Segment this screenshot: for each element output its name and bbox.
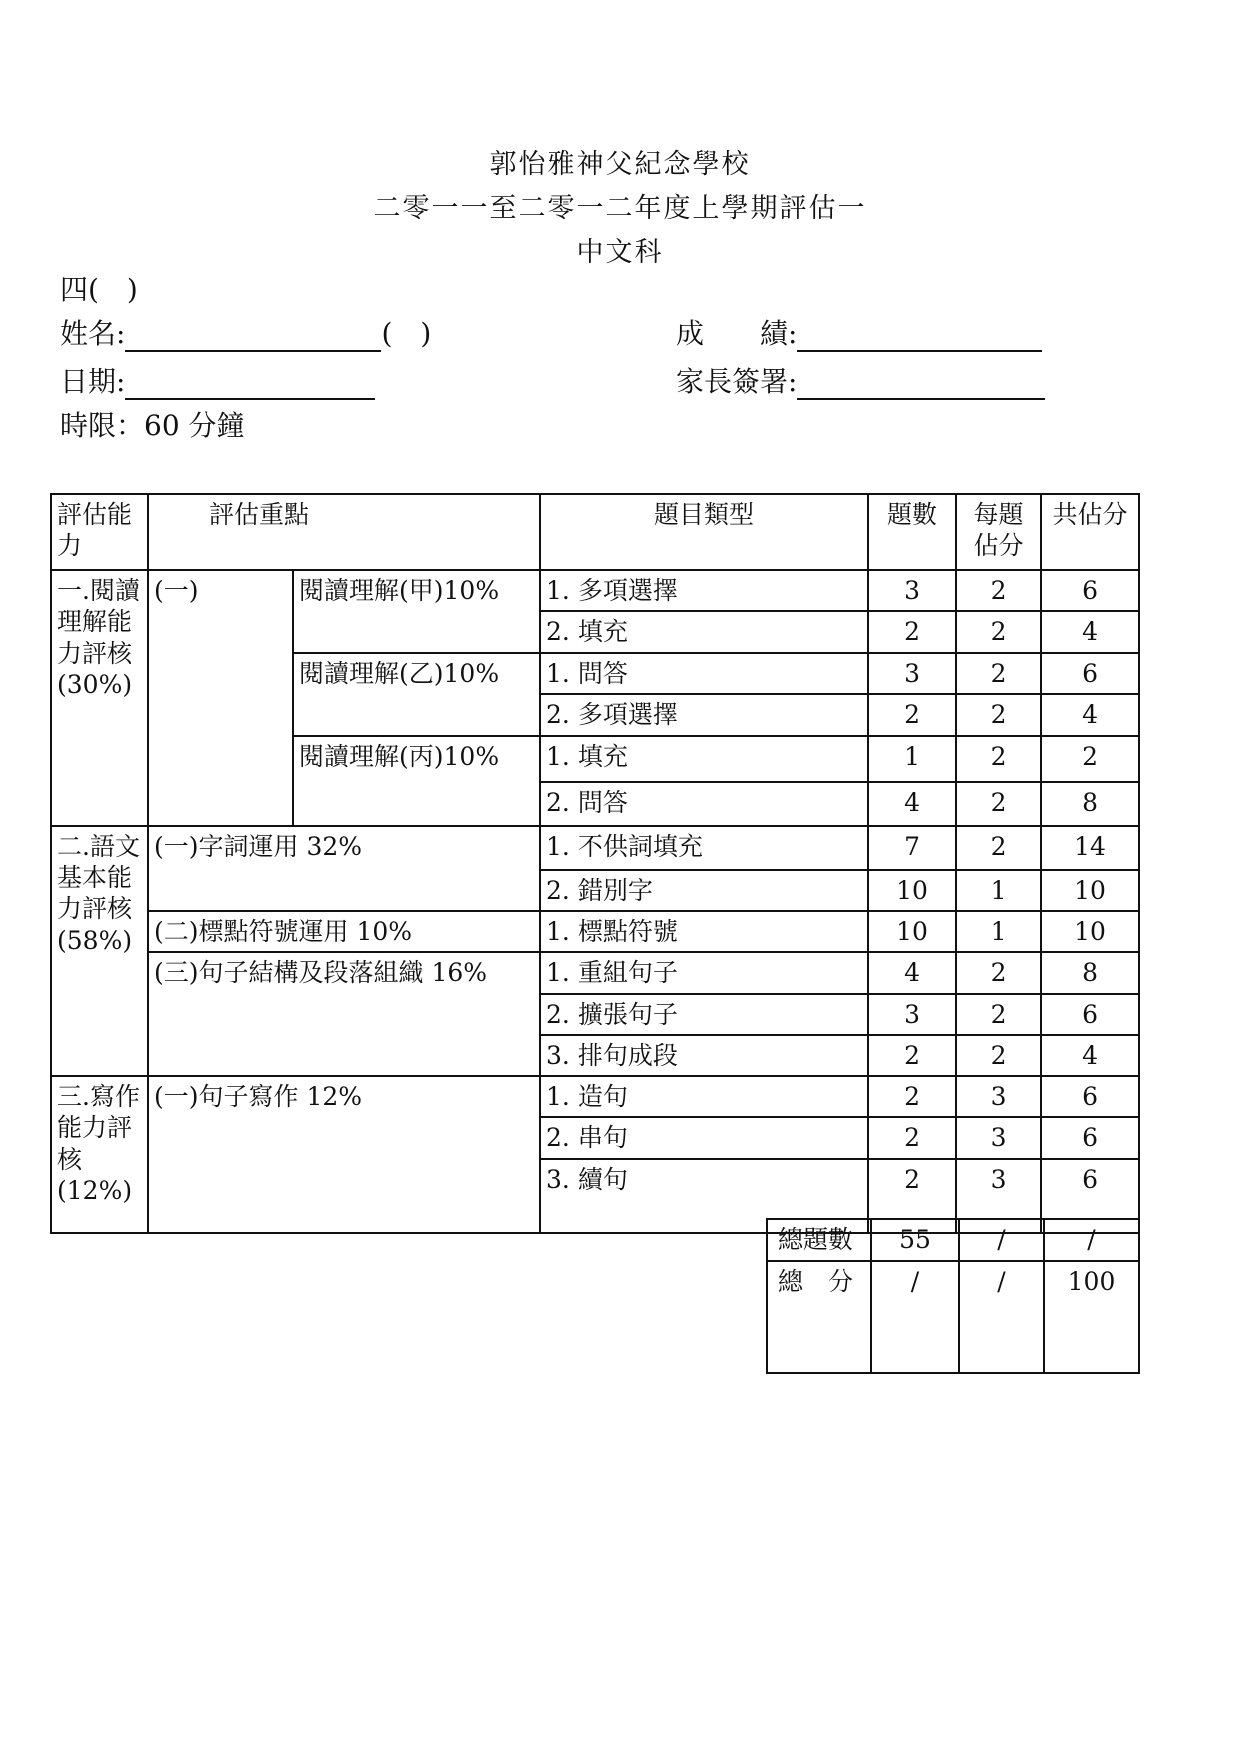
row-total: 6: [1041, 1159, 1139, 1233]
row-total: 8: [1041, 952, 1139, 993]
focus-sentence-writing: (一)句子寫作 12%: [148, 1076, 540, 1233]
class-number-paren: ( ): [381, 317, 432, 350]
row-per: 3: [956, 1076, 1041, 1117]
row-total: 6: [1041, 1076, 1139, 1117]
row-total: 6: [1041, 1117, 1139, 1158]
focus-sentence-structure: (三)句子結構及段落組織 16%: [148, 952, 540, 1076]
row-type: 2. 錯別字: [540, 870, 868, 911]
section-2-label: 二.語文基本能力評核(58%): [51, 826, 148, 1076]
total-score-label: 總 分: [767, 1261, 871, 1373]
date-field: [60, 360, 375, 400]
header-focus: 評估重點: [148, 494, 540, 570]
focus-reading-a: 閱讀理解(甲)10%: [293, 570, 540, 611]
row-total: 6: [1041, 570, 1139, 611]
row-type: 2. 多項選擇: [540, 694, 868, 736]
row-per: 2: [956, 826, 1041, 870]
row-total: 4: [1041, 611, 1139, 652]
row-count: 3: [868, 653, 956, 694]
score-blank[interactable]: [797, 326, 1042, 352]
row-type: 3. 續句: [540, 1159, 868, 1233]
score-label: 成 績:: [676, 317, 798, 350]
total-questions-total: /: [1044, 1219, 1139, 1261]
header-per: 每題佔分: [956, 494, 1041, 570]
row-count: 10: [868, 870, 956, 911]
row-per: 2: [956, 653, 1041, 694]
row-per: 2: [956, 782, 1041, 826]
row-count: 2: [868, 1117, 956, 1158]
date-label: 日期:: [60, 365, 126, 398]
parent-sign-field: [676, 360, 1045, 400]
time-limit: 時限：60 分鐘: [60, 409, 245, 442]
row-per: 3: [956, 1159, 1041, 1233]
row-count: 1: [868, 736, 956, 782]
row-per: 3: [956, 1117, 1041, 1158]
total-score-count: /: [871, 1261, 959, 1373]
row-type: 1. 重組句子: [540, 952, 868, 993]
focus-blank: [148, 870, 540, 911]
row-total: 8: [1041, 782, 1139, 826]
row-count: 2: [868, 1035, 956, 1076]
total-questions-per: /: [959, 1219, 1044, 1261]
row-per: 2: [956, 952, 1041, 993]
row-total: 6: [1041, 653, 1139, 694]
row-total: 10: [1041, 870, 1139, 911]
focus-reading-c: 閱讀理解(丙)10%: [293, 736, 540, 782]
section-1-group: (一): [148, 570, 293, 826]
parent-sign-blank[interactable]: [797, 374, 1045, 400]
row-count: 3: [868, 994, 956, 1035]
row-per: 2: [956, 570, 1041, 611]
date-blank[interactable]: [125, 374, 375, 400]
focus-blank: [293, 782, 540, 826]
row-count: 2: [868, 1159, 956, 1233]
row-total: 10: [1041, 911, 1139, 952]
row-per: 2: [956, 694, 1041, 736]
row-total: 4: [1041, 694, 1139, 736]
row-per: 1: [956, 911, 1041, 952]
row-per: 2: [956, 611, 1041, 652]
total-questions-count: 55: [871, 1219, 959, 1261]
row-count: 3: [868, 570, 956, 611]
header-ability: 評估能力: [51, 494, 148, 570]
row-type: 1. 標點符號: [540, 911, 868, 952]
total-score-per: /: [959, 1261, 1044, 1373]
score-field: [676, 312, 1042, 352]
row-type: 1. 不供詞填充: [540, 826, 868, 870]
row-type: 1. 造句: [540, 1076, 868, 1117]
row-type: 1. 問答: [540, 653, 868, 694]
header-total: 共佔分: [1041, 494, 1139, 570]
term-title: 二零一一至二零一二年度上學期評估一: [373, 193, 867, 224]
section-1-label: 一.閱讀理解能力評核(30%): [51, 570, 148, 826]
row-count: 4: [868, 952, 956, 993]
row-per: 1: [956, 870, 1041, 911]
row-per: 2: [956, 736, 1041, 782]
row-total: 6: [1041, 994, 1139, 1035]
total-questions-label: 總題數: [767, 1219, 871, 1261]
total-score-total: 100: [1044, 1261, 1139, 1373]
row-type: 2. 填充: [540, 611, 868, 652]
name-blank[interactable]: [125, 326, 381, 352]
row-count: 7: [868, 826, 956, 870]
parent-sign-label: 家長簽署:: [676, 365, 798, 398]
row-type: 3. 排句成段: [540, 1035, 868, 1076]
row-total: 2: [1041, 736, 1139, 782]
row-per: 2: [956, 1035, 1041, 1076]
row-per: 2: [956, 994, 1041, 1035]
subject-title: 中文科: [576, 237, 664, 268]
name-label: 姓名:: [60, 317, 126, 350]
row-count: 2: [868, 694, 956, 736]
row-total: 4: [1041, 1035, 1139, 1076]
header-count: 題數: [868, 494, 956, 570]
header-type: 題目類型: [540, 494, 868, 570]
row-type: 1. 多項選擇: [540, 570, 868, 611]
summary-table: [766, 1218, 1140, 1374]
focus-blank: [293, 611, 540, 652]
class-field: 四( ): [60, 273, 138, 306]
section-3-label: 三.寫作能力評核(12%): [51, 1076, 148, 1233]
focus-word-usage: (一)字詞運用 32%: [148, 826, 540, 870]
row-total: 14: [1041, 826, 1139, 870]
row-count: 4: [868, 782, 956, 826]
name-field: [60, 312, 431, 352]
focus-punctuation: (二)標點符號運用 10%: [148, 911, 540, 952]
row-count: 2: [868, 611, 956, 652]
row-type: 2. 串句: [540, 1117, 868, 1158]
row-type: 2. 擴張句子: [540, 994, 868, 1035]
focus-blank: [293, 694, 540, 736]
focus-reading-b: 閱讀理解(乙)10%: [293, 653, 540, 694]
row-count: 10: [868, 911, 956, 952]
school-title: 郭怡雅神父紀念學校: [489, 149, 751, 180]
row-type: 2. 問答: [540, 782, 868, 826]
assessment-table: [50, 493, 1140, 1234]
row-type: 1. 填充: [540, 736, 868, 782]
row-count: 2: [868, 1076, 956, 1117]
